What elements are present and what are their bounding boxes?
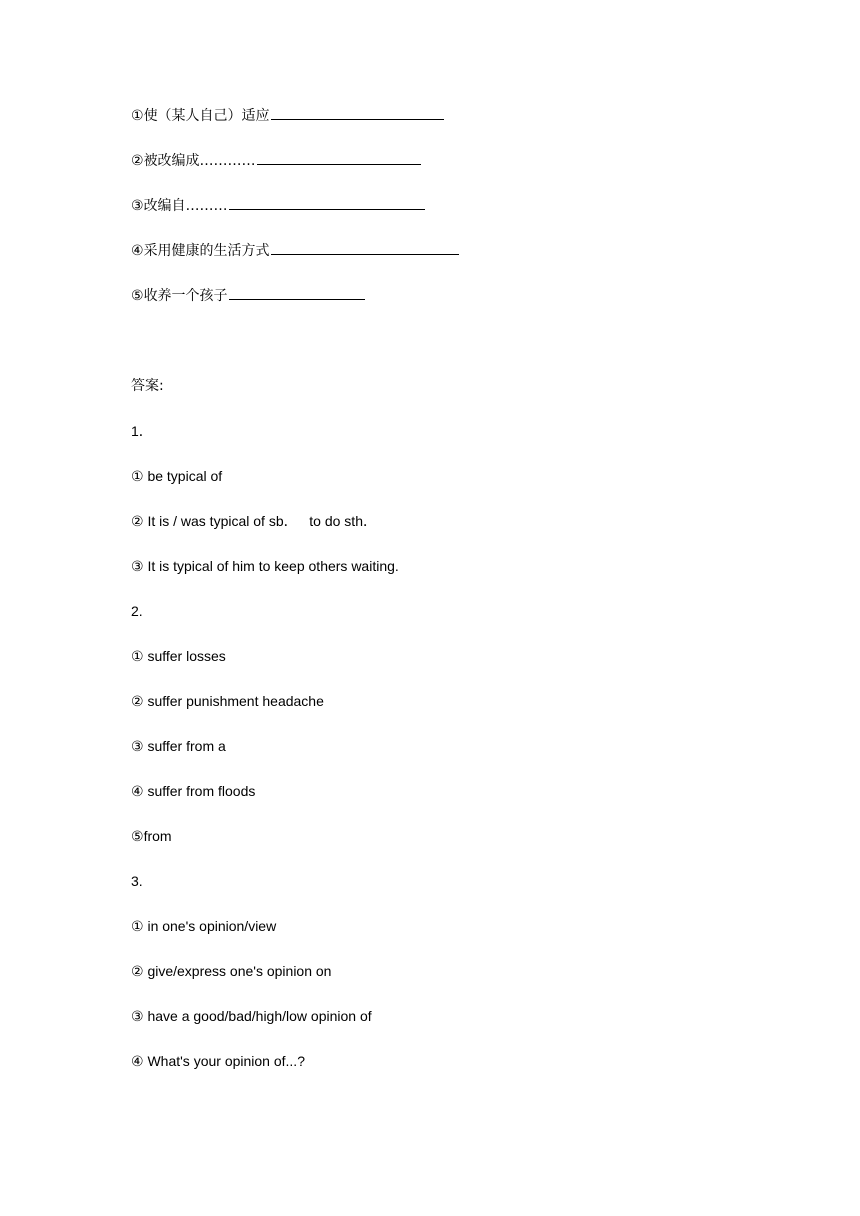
answer-item bbox=[131, 556, 399, 576]
item-marker: ④ bbox=[131, 1053, 144, 1069]
item-marker: ④ bbox=[131, 783, 144, 799]
item-text: It is typical of him to keep others waiting. bbox=[143, 558, 399, 574]
answers-heading: 答案: bbox=[131, 378, 164, 394]
item-text: in one's opinion/view bbox=[143, 918, 277, 934]
answer-group-label: 1． bbox=[131, 423, 153, 439]
item-text: 收养一个孩子 bbox=[143, 288, 228, 304]
answer-blank bbox=[271, 105, 444, 120]
answer-blank bbox=[257, 150, 421, 165]
item-marker: ⑤ bbox=[131, 828, 144, 844]
answer-blank bbox=[271, 240, 459, 255]
item-marker: ③ bbox=[131, 1008, 144, 1024]
item-marker: ② bbox=[131, 153, 144, 169]
item-marker: ① bbox=[131, 468, 144, 484]
item-marker: ② bbox=[131, 693, 144, 709]
item-text: have a good/bad/high/low opinion of bbox=[143, 1008, 372, 1024]
answer-item bbox=[131, 961, 331, 981]
item-marker: ④ bbox=[131, 243, 144, 259]
answer-group-label: 2. bbox=[131, 603, 143, 619]
item-marker: ② bbox=[131, 513, 144, 529]
answer-item bbox=[131, 736, 226, 756]
answer-item bbox=[131, 916, 276, 936]
item-text: suffer from floods bbox=[143, 783, 256, 799]
answer-item bbox=[131, 646, 226, 666]
answer-item bbox=[131, 1051, 305, 1071]
answer-blank bbox=[229, 285, 365, 300]
item-text: It is / was typical of sb． to do sth． bbox=[143, 513, 377, 529]
item-marker: ③ bbox=[131, 558, 144, 574]
item-marker: ③ bbox=[131, 198, 144, 214]
answer-blank bbox=[229, 195, 425, 210]
exercise-item-4 bbox=[131, 240, 459, 261]
item-text: 被改编成………… bbox=[143, 153, 256, 169]
answer-item bbox=[131, 466, 222, 486]
answer-group-label: 3. bbox=[131, 873, 143, 889]
item-text: What's your opinion of...? bbox=[143, 1053, 305, 1069]
item-text: suffer punishment headache bbox=[143, 693, 324, 709]
item-marker: ① bbox=[131, 918, 144, 934]
answer-item bbox=[131, 691, 324, 711]
item-marker: ③ bbox=[131, 738, 144, 754]
exercise-item-1 bbox=[131, 105, 444, 126]
answer-item bbox=[131, 781, 255, 801]
item-marker: ⑤ bbox=[131, 288, 144, 304]
item-text: 采用健康的生活方式 bbox=[143, 243, 270, 259]
item-text: 使（某人自己）适应 bbox=[143, 108, 270, 124]
exercise-item-2 bbox=[131, 150, 421, 171]
item-text: from bbox=[143, 828, 172, 844]
answer-item bbox=[131, 826, 172, 846]
item-marker: ① bbox=[131, 648, 144, 664]
item-text: be typical of bbox=[143, 468, 223, 484]
item-marker: ① bbox=[131, 108, 144, 124]
item-marker: ② bbox=[131, 963, 144, 979]
item-text: give/express one's opinion on bbox=[143, 963, 332, 979]
answer-item bbox=[131, 1006, 372, 1026]
item-text: suffer losses bbox=[143, 648, 226, 664]
exercise-item-3 bbox=[131, 195, 425, 216]
answer-item bbox=[131, 511, 377, 531]
item-text: suffer from a bbox=[143, 738, 226, 754]
item-text: 改编自……… bbox=[143, 198, 228, 214]
exercise-item-5 bbox=[131, 285, 365, 306]
